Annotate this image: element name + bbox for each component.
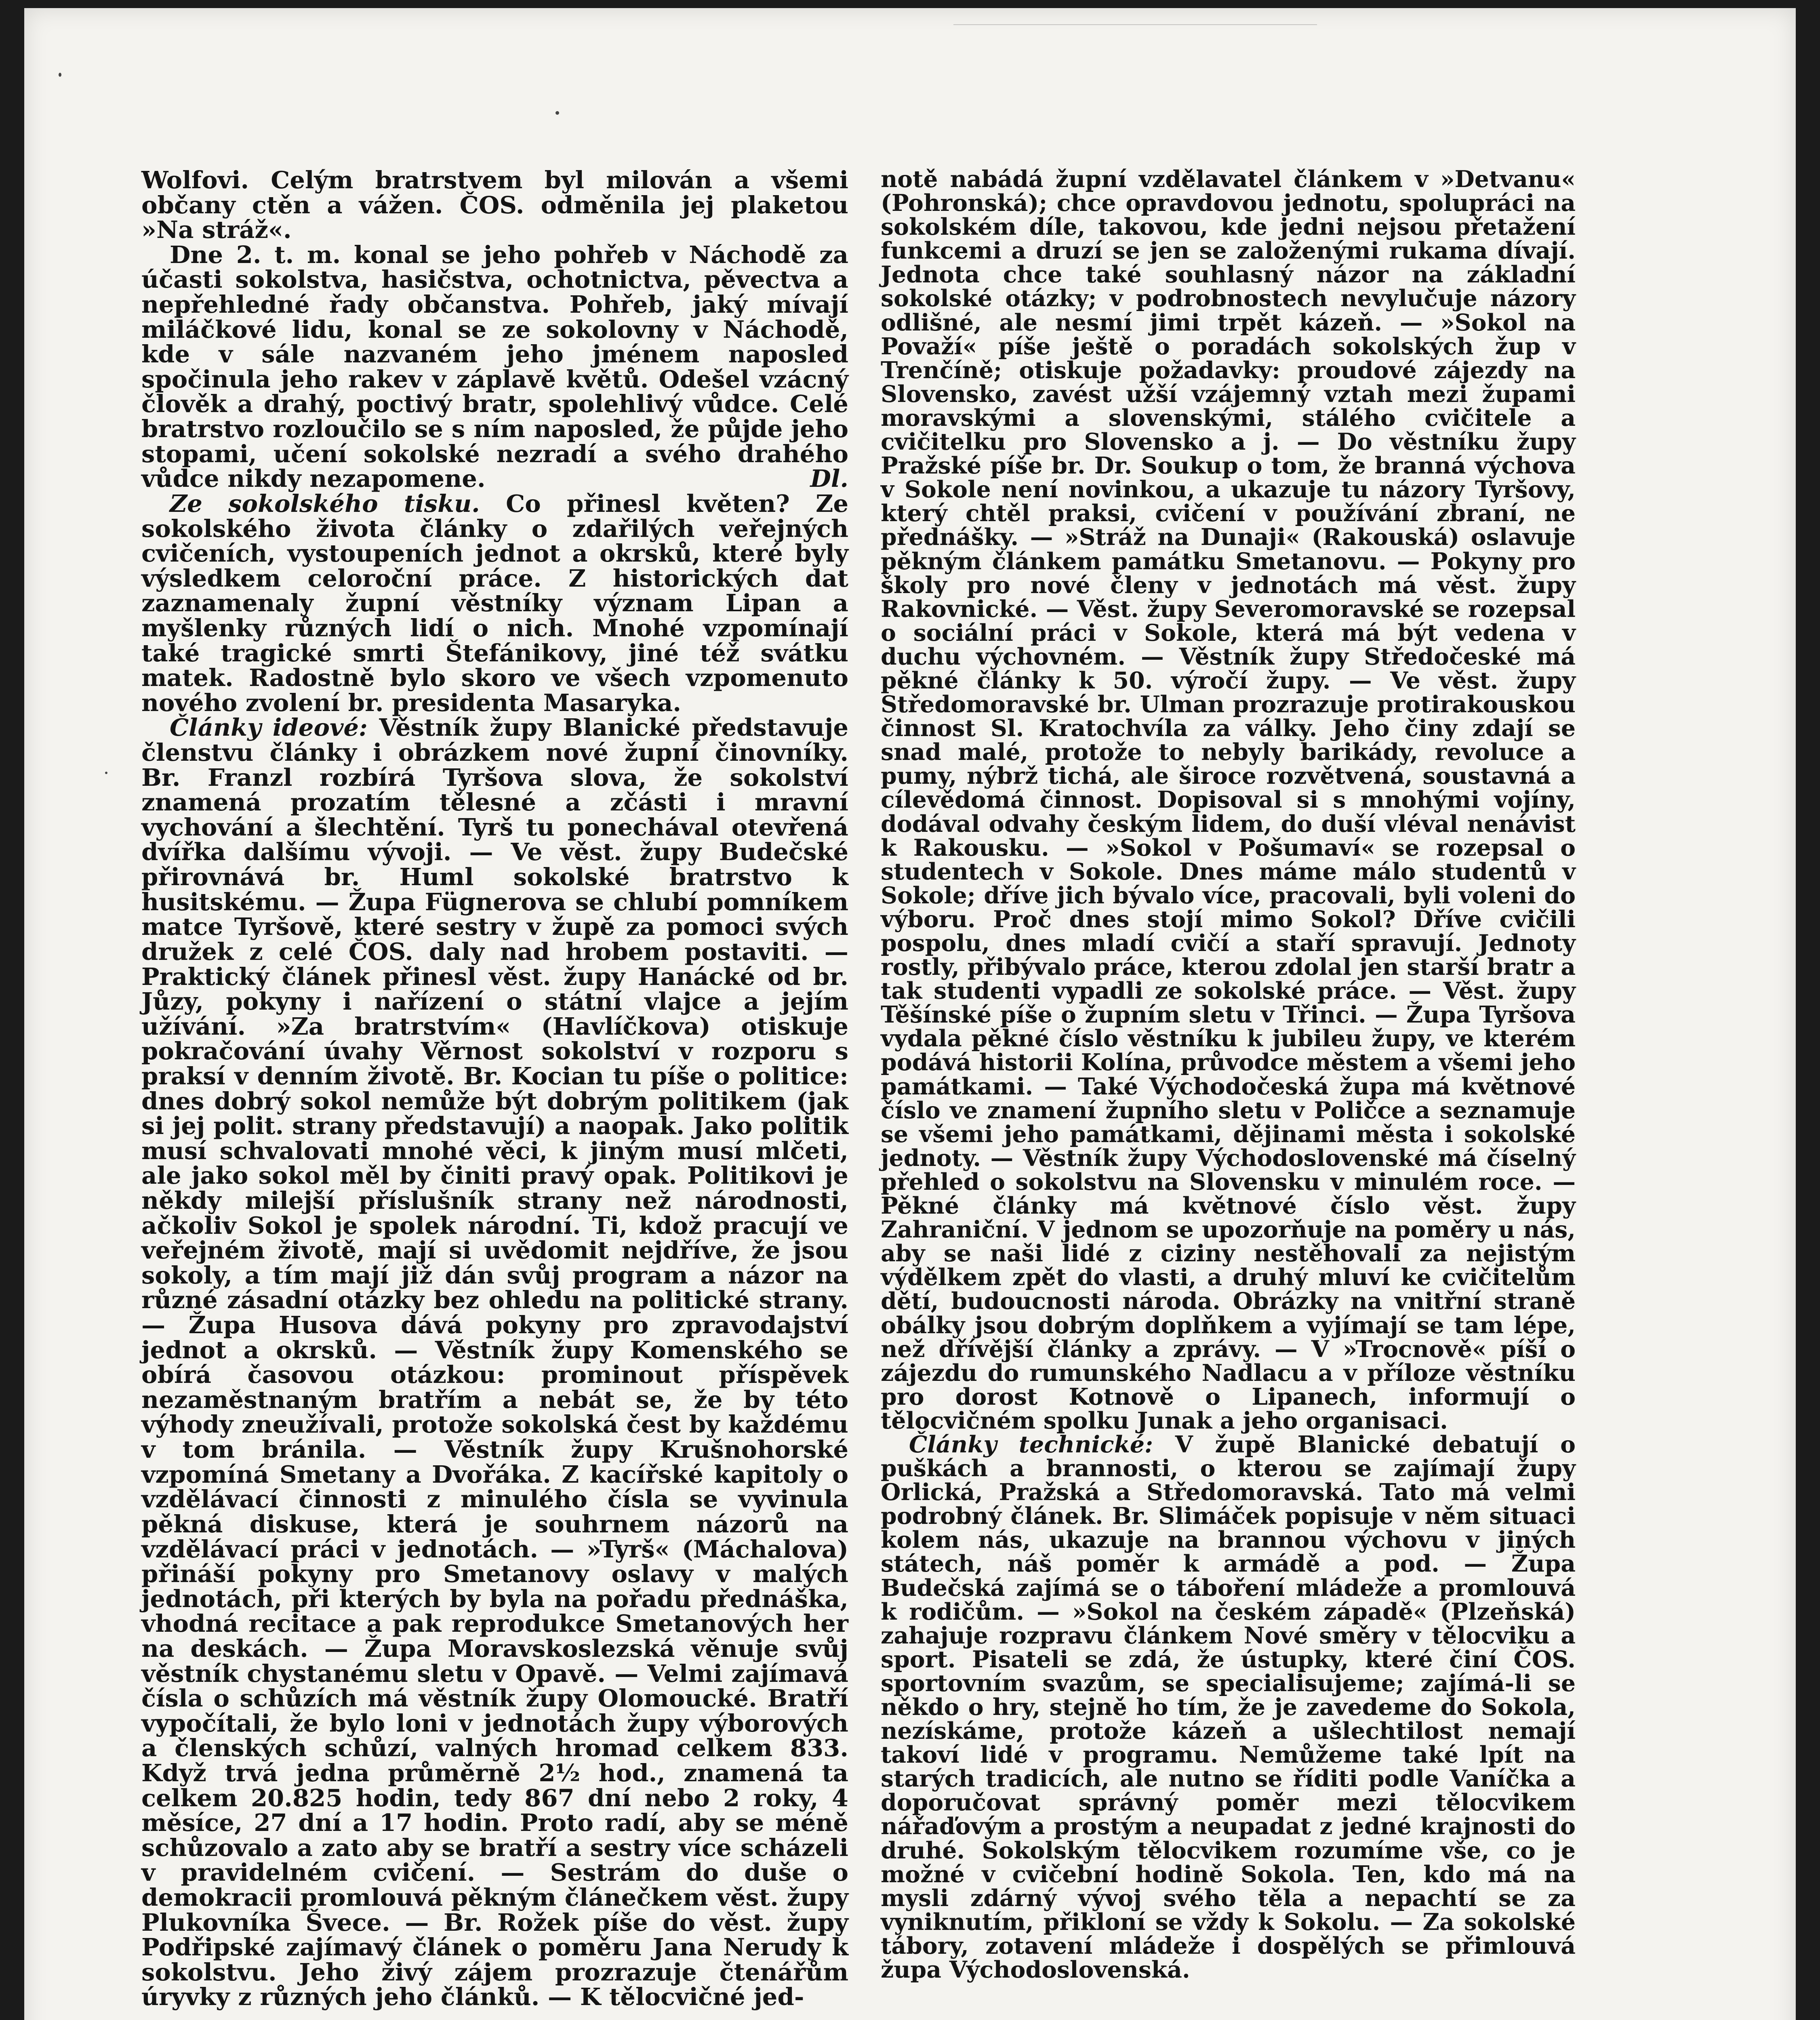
ideological-articles-text: Věstník župy Blanické představuje členstvu články i obrázkem nové župní činovníky. Br. Franzl rozbírá Tyršova slova, že sokolství znamená prozatím tělesné a zčásti i mravní vychování a šlechtění. Tyrš tu ponechával otevřená dvířka dalšímu vývoji. — Ve věst. župy Budečské přirovnává br. Huml sokolské bratrstvo k husitskému. — Župa Fügnerova se chlubí pomníkem matce Tyršově, které sestry v župě za pomoci svých družek z celé ČOS. daly nad hrobem postaviti. — Praktický článek přinesl věst. župy Hanácké od br. Jůzy, pokyny i nařízení o státní vlajce a jejím užívání. »Za bratrstvím« (Havlíčkova) otiskuje pokračování úvahy Věrnost sokolství v rozporu s praksí v denním životě. Br. Kocian tu píše o politice: dnes dobrý sokol nemůže být dobrým politikem (jak si jej polit. strany představují) a naopak. Jako politik musí schvalovati mnohé věci, k jiným musí mlčeti, ale jako sokol měl by činiti pravý opak. Politikovi je někdy milejší příslušník strany než národnosti, ačkoliv Sokol je spolek národní. Ti, kdož pracují ve veřejném životě, mají si uvědomit nejdříve, že jsou sokoly, a tím mají již dán svůj program a názor na různé zásadní otázky bez ohledu na politické strany. — Župa Husova dává pokyny pro zpravodajství jednot a okrsků. — Věstník župy Komenského se obírá časovou otázkou: prominout příspěvek nezaměstnaným bratřím a nebát se, že by této výhody zneužívali, protože sokolská čest by každému v tom bránila. — Věstník župy Krušnohorské vzpomíná Smetany a Dvořáka. Z kacířské kapitoly o vzdělávací činnosti z minulého čísla se vyvinula pěkná diskuse, která je souhrnem názorů na vzdělávací práci v jednotách. — »Tyrš« (Máchalova) přináší pokyny pro Smetanovy oslavy v malých jednotách, při kterých by byla na pořadu přednáška, vhodná recitace a pak reprodukce Smetanových her na deskách. — Župa Moravskoslezská věnuje svůj věstník chystanému sletu v Opavě. — Velmi zajímavá čísla o schůzích má věstník župy Olomoucké. Bratří vypočítali, že bylo loni v jednotách župy výborových a členských schůzí, valných hromad celkem 833. Když trvá jedna průměrně 2½ hod., znamená ta celkem 20.825 hodin, tedy 867 dní nebo 2 roky, 4 měsíce, 27 dní a 17 hodin. Proto radí, aby se méně schůzovalo a zato aby se bratří a sestry více scházeli v pravidelném cvičení. — Sestrám do duše o demokracii promlouvá pěkným článečkem věst. župy Plukovníka Švece. — Br. Rožek píše do věst. župy Podřipské zajímavý článek o poměru Jana Nerudy k sokolstvu. Jeho živý zájem prozrazuje čtenářům úryvky z různých jeho článků. — K tělocvičné jed- bbox=[141, 713, 848, 2011]
press-review-text: Co přinesl květen? Ze sokolského života články o zdařilých veřejných cvičeních, vystoupeních jednot a okrsků, které byly výsledkem celoroční práce. Z historických dat zaznamenaly župní věstníky význam Lipan a myšlenky různých lidí o nich. Mnohé vzpomínají také tragické smrti Štefánikovy, jiné též svátku matek. Radostně bylo skoro ve všech vzpomenuto nového zvolení br. presidenta Masaryka. bbox=[141, 489, 849, 717]
paragraph-technical-articles bbox=[881, 1433, 1576, 1982]
section-heading-technical: Články technické: bbox=[909, 1431, 1153, 1458]
scanned-page bbox=[24, 8, 1796, 2020]
scan-speck bbox=[555, 111, 559, 115]
right-text-column bbox=[881, 168, 1576, 1982]
scan-speck bbox=[59, 73, 61, 77]
author-signature: Dl. bbox=[810, 464, 848, 493]
section-heading-press: Ze sokolského tisku. bbox=[170, 489, 480, 518]
left-text-column bbox=[141, 168, 848, 2009]
paragraph-ideological-articles bbox=[141, 715, 848, 2009]
paragraph-funeral bbox=[141, 242, 848, 491]
scan-speck bbox=[105, 772, 107, 774]
technical-articles-text: V župě Blanické debatují o puškách a brannosti, o kterou se zajímají župy Orlická, Pražská a Středomoravská. Tato má velmi podrobný článek. Br. Slimáček popisuje v něm situaci kolem nás, ukazuje na brannou výchovu v jiných státech, náš poměr k armádě a pod. — Župa Budečská zajímá se o táboření mládeže a promlouvá k rodičům. — »Sokol na českém západě« (Plzeňská) zahajuje rozpravu článkem Nové směry v tělocviku a sport. Pisateli se zdá, že ústupky, které činí ČOS. sportovním svazům, se specialisujeme; zajímá-li se někdo o hry, stejně ho tím, že je zavedeme do Sokola, nezískáme, protože kázeň a ušlechtilost nemají takoví lidé v programu. Nemůžeme také lpít na starých tradicích, ale nutno se říditi podle Vaníčka a doporučovat správný poměr mezi tělocvikem nářaďovým a prostým a neupadat z jedné krajnosti do druhé. Sokolským tělocvikem rozumíme vše, co je možné v cvičební hodině Sokola. Ten, kdo má na mysli zdárný vývoj svého těla a nepachtí se za vyniknutím, přikloní se vždy k Sokolu. — Za sokolské tábory, zotavení mládeže i dospělých se přimlouvá župa Východoslovenská. bbox=[881, 1431, 1576, 1984]
section-heading-ideological: Články ideové: bbox=[170, 713, 368, 742]
paragraph-obituary-end: Wolfovi. Celým bratrstvem byl milován a všemi občany ctěn a vážen. ČOS. odměnila jej plaketou »Na stráž«. bbox=[141, 166, 848, 244]
funeral-text: Dne 2. t. m. konal se jeho pohřeb v Náchodě za účasti sokolstva, hasičstva, ochotnictva, pěvectva a nepřehledné řady občanstva. Pohřeb, jaký mívají miláčkové lidu, konal se ze sokolovny v Náchodě, kde v sále nazvaném jeho jménem naposled spočinula jeho rakev v záplavě květů. Odešel vzácný člověk a drahý, poctivý bratr, spolehlivý vůdce. Celé bratrstvo rozloučilo se s ním naposled, že půjde jeho stopami, učení sokolské nezradí a svého drahého vůdce nikdy nezapomene. bbox=[141, 240, 848, 493]
paragraph-press-review bbox=[141, 491, 848, 715]
paragraph-continuation: notě nabádá župní vzdělavatel článkem v »Detvanu« (Pohronská); chce opravdovou jednotu, spolupráci na sokolském díle, takovou, kde jedni nejsou přetažení funkcemi a druzí se jen se založenými rukama dívají. Jednota chce také souhlasný názor na základní sokolské otázky; v podrobnostech nevylučuje názory odlišné, ale nesmí jimi trpět kázeň. — »Sokol na Považí« píše ještě o poradách sokolských žup v Trenčíně; otiskuje požadavky: proudové zájezdy na Slovensko, zavést užší vzájemný vztah mezi župami moravskými a slovenskými, stálého cvičitele a cvičitelku pro Slovensko a j. — Do věstníku župy Pražské píše br. Dr. Soukup o tom, že branná výchova v Sokole není novinkou, a ukazuje tu názory Tyršovy, který chtěl praksi, cvičení v používání zbraní, ne přednášky. — »Stráž na Dunaji« (Rakouská) oslavuje pěkným článkem památku Smetanovu. — Pokyny pro školy pro nové členy v jednotách má věst. župy Rakovnické. — Věst. župy Severomoravské se rozepsal o sociální práci v Sokole, která má být vedena v duchu výchovném. — Věstník župy Středočeské má pěkné články k 50. výročí župy. — Ve věst. župy Středomoravské br. Ulman prozrazuje protirakouskou činnost Sl. Kratochvíla za války. Jeho činy zdají se snad malé, protože to nebyly barikády, revoluce a pumy, nýbrž tichá, ale široce rozvětvená, soustavná a cílevědomá činnost. Dopisoval si s mnohými vojíny, dodával odvahy českým lidem, do duší vléval nenávist k Rakousku. — »Sokol v Pošumaví« se rozepsal o studentech v Sokole. Dnes máme málo studentů v Sokole; dříve jich bývalo více, pracovali, byli voleni do výboru. Proč dnes stojí mimo Sokol? Dříve cvičili pospolu, dnes mladí cvičí a staří spravují. Jednoty rostly, přibývalo práce, kterou zdolal jen starší bratr a tak studenti vypadli ze sokolské práce. — Věst. župy Těšínské píše o župním sletu v Třinci. — Župa Tyršova vydala pěkné číslo věstníku k jubileu župy, ve kterém podává historii Kolína, průvodce městem a všemi jeho památkami. — Také Východočeská župa má květnové číslo ve znamení župního sletu v Poličce a seznamuje se všemi jeho památkami, dějinami města i sokolské jednoty. — Věstník župy Východoslovenské má číselný přehled o sokolstvu na Slovensku v minulém roce. — Pěkné články má květnové číslo věst. župy Zahraniční. V jednom se upozorňuje na poměry u nás, aby se naši lidé z ciziny nestěhovali za nejistým výdělkem zpět do vlasti, a druhý mluví ke cvičitelům dětí, budoucnosti národa. Obrázky na vnitřní straně obálky jsou dobrým doplňkem a vyjímají se tam lépe, než dřívější články a zprávy. — V »Trocnově« píší o zájezdu do rumunského Nadlacu a v příloze věstníku pro dorost Kotnově o Lipanech, informují o tělocvičném spolku Junak a jeho organisaci. bbox=[881, 166, 1576, 1434]
scan-edge-mark bbox=[953, 8, 1317, 25]
